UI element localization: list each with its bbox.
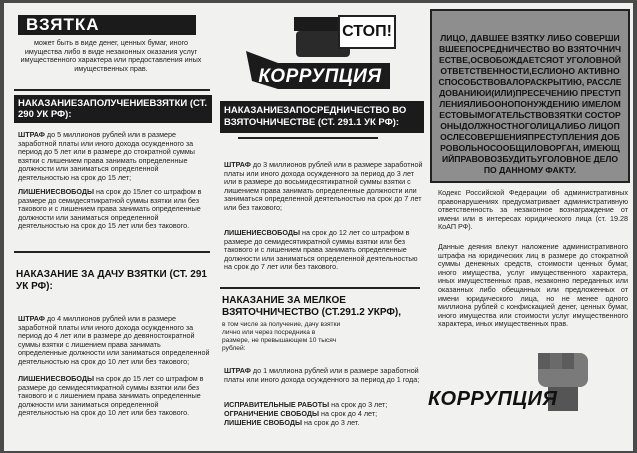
penalty-prison-text: ЛИШЕНИЕСВОБОДЫ на срок до 15 лет со штрафом в размере до семидесятикратной суммы взятки или без такового и с лишением права занимать определенные должности или заниматься определенной деятельностью на срок до 10 лет или без такового. [18,374,204,418]
section-heading: НАКАЗАНИЕ ЗА МЕЛКОЕ ВЗЯТОЧНИЧЕСТВО (СТ.291.2 УКРФ), [222,295,402,318]
column-3 [428,3,633,451]
koap-text: Кодекс Российской Федерации об административных правонарушениях предусматривает административную ответственность за незаконное вознаграждение от имени или в интересах юридического лица (ст. 19.28 КоАП РФ). [438,188,628,232]
column-2 [216,3,424,451]
divider [238,137,378,139]
footer-word: КОРРУПЦИЯ [428,388,558,410]
exemption-box [430,9,630,183]
stop-corruption-banner [234,11,414,95]
section-heading: НАКАЗАНИЕЗАПОСРЕДНИЧЕСТВО ВО ВЗЯТОЧНИЧЕСТВЕ (СТ. 291.1 УК РФ): [220,101,424,133]
penalty-fine-text: ШТРАФ до 1 миллиона рублей или в размере заработной платы или иного дохода осужденного за период до 1 года; [224,366,420,384]
section-subtext: в том числе за получение, дачу взятки лично или через посредника в размере, не превышающем 10 тысяч рублей: [222,321,341,352]
column-1 [4,3,212,451]
page-title: ВЗЯТКА [18,15,196,35]
penalty-description: Данные деяния влекут наложение административного штрафа на юридических лиц в размере до стократной суммы денежных средств, стоимости ценных бумаг, иного имущества, услуг имущественного характера, иных имущественных прав, незаконно переданных или оказанных либо обещанных или предложенных от имени юридического лица, но не менее одного миллиона рублей с конфискацией денег, ценных бумаг, иного имущества или стоимости услуг имущественного характера, иных имущественных прав. [438,242,628,329]
divider [220,287,420,289]
penalty-list-item: ЛИШЕНИЕ СВОБОДЫ на срок до 3 лет. [224,418,360,427]
banner-word: КОРРУПЦИЯ [258,66,382,87]
penalty-prison-text: ЛИШЕНИЕСВОБОДЫ на срок до 15лет со штрафом в размере до семидесятикратной суммы взятки или без такового и с лишением права занимать определенные должности или заниматься определенной деятельностью на срок до 15 лет или без такового. [18,187,202,231]
penalty-fine-text: ШТРАФ до 5 миллионов рублей или в размере заработной платы или иного дохода осужденного за период до 5 лет или в размере до стократной суммы взятки с лишением права занимать определенные должности или заниматься определенной деятельностью на срок до 15 лет; [18,130,195,182]
penalty-list-item: ИСПРАВИТЕЛЬНЫЕ РАБОТЫ на срок до 3 лет; [224,400,388,409]
divider [14,89,210,91]
section-heading: НАКАЗАНИЕЗАПОЛУЧЕНИЕВЗЯТКИ (СТ. 290 УК РФ): [14,95,212,123]
penalty-fine-text: ШТРАФ до 4 миллионов рублей или в размере заработной платы или иного дохода осужденного за период до 4 лет или в размере до девяностократной суммы взятки с лишением права занимать определенные должности или заниматься определенной деятельностью на срок до 10 лет или без такового; [18,314,210,366]
penalty-fine-text: ШТРАФ до 3 миллионов рублей или в размере заработной платы или иного дохода осужденного за период до 3 лет или в размере до восьмидесятикратной суммы взятки с лишением права занимать определенные должности или заниматься определенной деятельностью на срок до 7 лет или без такового; [224,160,423,212]
stop-label: СТОП! [338,15,396,49]
exemption-text: ЛИЦО, ДАВШЕЕ ВЗЯТКУ ЛИБО СОВЕРШИВШЕЕПОСРЕДНИЧЕСТВО ВО ВЗЯТОЧНИЧЕСТВЕ,ОСВОБОЖДАЕТСЯОТ УГОЛОВНОЙОТВЕТСТВЕННОСТИ,ЕСЛИОНО АКТИВНОСПОСОБСТВОВАЛОРАСКРЫТИЮ, РАССЛЕДОВАНИЮИ(ИЛИ)ПРЕСЕЧЕНИЮ ПРЕСТУПЛЕНИЯЛИБООНОПОНУЖДЕНИЮ ИМЕЛОМЕСТОВЫМОГАТЕЛЬСТВОВЗЯТКИ СОСТОРОНЫДОЛЖНОСТНОГОЛИЦАЛИБО ЛИЦОПОСЛЕСОВЕРШЕНИЯПРЕСТУПЛЕНИЯ ДОБРОВОЛЬНОСООБЩИЛОВОРГАН, ИМЕЮЩИЙПРАВОВОЗБУДИТЬУГОЛОВНОЕ ДЕЛО ПО ДАННОМУ ФАКТУ. [438,33,622,175]
leaflet-page [4,3,633,451]
penalty-prison-text: ЛИШЕНИЕСВОБОДЫ на срок до 12 лет со штрафом в размере до семидесятикратной суммы взятки или без такового и с лишением права занимать определенные должности или заниматься определенной деятельностью на срок до 7 лет или без такового. [224,228,418,272]
divider [14,251,210,253]
penalty-list-item: ОГРАНИЧЕНИЕ СВОБОДЫ на срок до 4 лет; [224,409,378,418]
section-heading: НАКАЗАНИЕ ЗА ДАЧУ ВЗЯТКИ (СТ. 291 УК РФ): [16,269,207,292]
intro-text: может быть в виде денег, ценных бумаг, иного имущества либо в виде незаконных оказания услуг имущественного характера или предоставления иных имущественных прав. [20,38,202,73]
